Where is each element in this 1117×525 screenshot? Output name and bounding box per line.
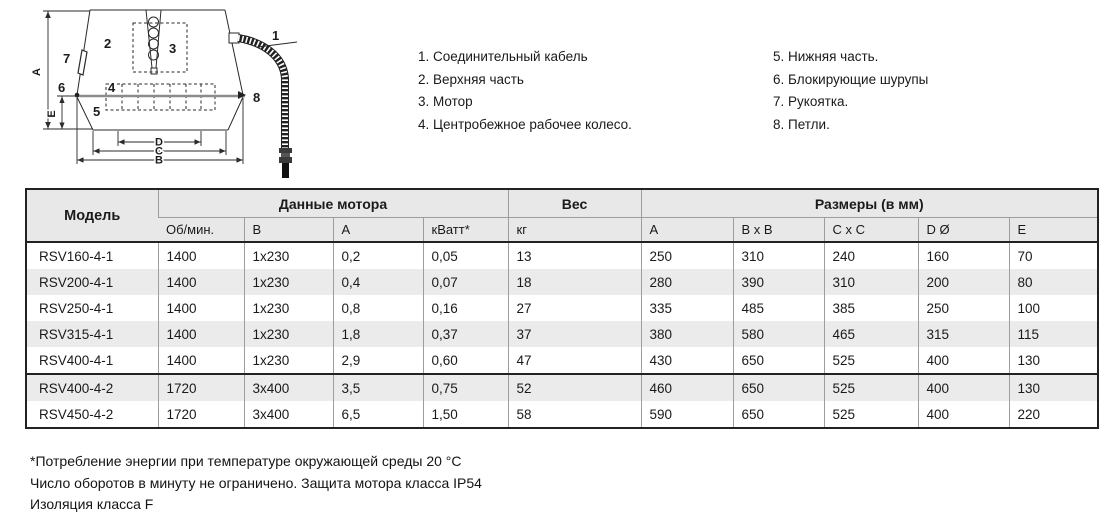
- value-cell: 485: [733, 295, 824, 321]
- value-cell: 13: [508, 242, 641, 269]
- column-header-rpm: Об/мин.: [158, 218, 244, 243]
- value-cell: 310: [824, 269, 918, 295]
- value-cell: 52: [508, 374, 641, 401]
- value-cell: 650: [733, 401, 824, 428]
- legend-item: 8. Петли.: [773, 116, 830, 132]
- fan-technical-drawing: [0, 0, 330, 185]
- callout-1: 1: [272, 28, 280, 43]
- column-header-amps: А: [333, 218, 423, 243]
- dim-label-b: B: [155, 154, 163, 167]
- value-cell: 1400: [158, 295, 244, 321]
- dim-label-d: D: [155, 136, 163, 149]
- dim-label-c: C: [155, 145, 163, 158]
- value-cell: 310: [733, 242, 824, 269]
- column-header-volts: В: [244, 218, 333, 243]
- value-cell: 335: [641, 295, 733, 321]
- value-cell: 1x230: [244, 321, 333, 347]
- value-cell: 0,75: [423, 374, 508, 401]
- value-cell: 27: [508, 295, 641, 321]
- value-cell: 430: [641, 347, 733, 374]
- value-cell: 380: [641, 321, 733, 347]
- table-body: [26, 242, 1098, 428]
- fan-diagram-svg: [0, 0, 330, 185]
- value-cell: 3x400: [244, 374, 333, 401]
- value-cell: 1400: [158, 321, 244, 347]
- column-group-dimensions: Размеры (в мм): [641, 189, 1098, 218]
- value-cell: 37: [508, 321, 641, 347]
- table-row: [26, 401, 1098, 428]
- callout-3: 3: [169, 41, 177, 56]
- value-cell: 6,5: [333, 401, 423, 428]
- parts-legend-right: [773, 46, 928, 136]
- value-cell: 0,07: [423, 269, 508, 295]
- table-row: [26, 269, 1098, 295]
- model-cell: RSV450-4-2: [39, 406, 114, 422]
- callout-4: 4: [108, 80, 116, 95]
- table-row: [26, 347, 1098, 374]
- column-header-dim-d: D Ø: [918, 218, 1009, 243]
- legend-item: 4. Центробежное рабочее колесо.: [418, 116, 632, 132]
- value-cell: 400: [918, 347, 1009, 374]
- value-cell: 1x230: [244, 269, 333, 295]
- table-row: [26, 295, 1098, 321]
- value-cell: 70: [1009, 242, 1098, 269]
- value-cell: 385: [824, 295, 918, 321]
- value-cell: 58: [508, 401, 641, 428]
- sub-header-row: [26, 218, 1098, 243]
- value-cell: 650: [733, 347, 824, 374]
- value-cell: 220: [1009, 401, 1098, 428]
- value-cell: 525: [824, 374, 918, 401]
- callout-6: 6: [58, 80, 66, 95]
- value-cell: 0,8: [333, 295, 423, 321]
- motor-drawing: [133, 10, 187, 74]
- value-cell: 240: [824, 242, 918, 269]
- value-cell: 47: [508, 347, 641, 374]
- model-cell: RSV400-4-1: [39, 352, 114, 368]
- value-cell: 1400: [158, 242, 244, 269]
- value-cell: 1720: [158, 374, 244, 401]
- dimension-b: [77, 98, 243, 167]
- value-cell: 250: [918, 295, 1009, 321]
- legend-item: 1. Соединительный кабель: [418, 49, 588, 64]
- column-header-dim-a: A: [641, 218, 733, 243]
- value-cell: 160: [918, 242, 1009, 269]
- spec-table: [25, 188, 1099, 429]
- value-cell: 400: [918, 374, 1009, 401]
- callout-8: 8: [253, 90, 261, 105]
- table-row: [26, 374, 1098, 401]
- legend-item: 3. Мотор: [418, 94, 473, 109]
- value-cell: 0,37: [423, 321, 508, 347]
- footnote-insulation: Изоляция класса F: [30, 496, 154, 512]
- value-cell: 80: [1009, 269, 1098, 295]
- column-header-kwatt: кВатт*: [423, 218, 508, 243]
- group-header-row: [26, 189, 1098, 218]
- value-cell: 460: [641, 374, 733, 401]
- value-cell: 0,2: [333, 242, 423, 269]
- model-cell: RSV160-4-1: [39, 248, 114, 264]
- value-cell: 1400: [158, 269, 244, 295]
- value-cell: 0,05: [423, 242, 508, 269]
- parts-legend-left: [418, 46, 632, 136]
- value-cell: 130: [1009, 374, 1098, 401]
- table-row: [26, 321, 1098, 347]
- legend-item: 2. Верхняя часть: [418, 71, 524, 87]
- value-cell: 1720: [158, 401, 244, 428]
- value-cell: 130: [1009, 347, 1098, 374]
- value-cell: 650: [733, 374, 824, 401]
- legend-item: 5. Нижняя часть.: [773, 49, 879, 64]
- callout-7: 7: [63, 51, 71, 66]
- locking-screw-marker: [75, 93, 80, 98]
- dim-label-e: E: [46, 110, 58, 118]
- model-cell: RSV200-4-1: [39, 274, 114, 290]
- value-cell: 115: [1009, 321, 1098, 347]
- value-cell: 1400: [158, 347, 244, 374]
- column-group-motor-data: Данные мотора: [158, 189, 508, 218]
- value-cell: 1x230: [244, 295, 333, 321]
- value-cell: 465: [824, 321, 918, 347]
- dim-label-a: A: [31, 68, 43, 76]
- model-cell: RSV315-4-1: [39, 326, 114, 342]
- value-cell: 400: [918, 401, 1009, 428]
- callout-5: 5: [93, 104, 101, 119]
- legend-item: 7. Рукоятка.: [773, 94, 849, 109]
- callout-2: 2: [104, 36, 112, 51]
- column-header-model: Модель: [26, 189, 158, 242]
- value-cell: 1x230: [244, 347, 333, 374]
- value-cell: 590: [641, 401, 733, 428]
- spec-table-head: [26, 189, 1098, 242]
- value-cell: 390: [733, 269, 824, 295]
- column-group-weight: Вес: [508, 189, 641, 218]
- handle-drawing: [78, 50, 87, 75]
- model-cell: RSV400-4-2: [39, 380, 114, 396]
- footnote-rpm-protection: Число оборотов в минуту не ограничено. Защита мотора класса IP54: [30, 474, 482, 491]
- value-cell: 100: [1009, 295, 1098, 321]
- column-header-dim-e: E: [1009, 218, 1098, 243]
- value-cell: 0,16: [423, 295, 508, 321]
- footnotes: [30, 451, 482, 516]
- value-cell: 3x400: [244, 401, 333, 428]
- value-cell: 0,4: [333, 269, 423, 295]
- value-cell: 18: [508, 269, 641, 295]
- value-cell: 3,5: [333, 374, 423, 401]
- value-cell: 315: [918, 321, 1009, 347]
- column-header-dim-b: B x B: [733, 218, 824, 243]
- dimension-e: [46, 96, 77, 129]
- value-cell: 1x230: [244, 242, 333, 269]
- value-cell: 250: [641, 242, 733, 269]
- model-cell: RSV250-4-1: [39, 300, 114, 316]
- value-cell: 1,8: [333, 321, 423, 347]
- value-cell: 525: [824, 347, 918, 374]
- footnote-energy: *Потребление энергии при температуре окружающей среды 20 °C: [30, 453, 462, 469]
- value-cell: 1,50: [423, 401, 508, 428]
- value-cell: 580: [733, 321, 824, 347]
- value-cell: 525: [824, 401, 918, 428]
- value-cell: 280: [641, 269, 733, 295]
- value-cell: 200: [918, 269, 1009, 295]
- value-cell: 0,60: [423, 347, 508, 374]
- column-header-dim-c: C x C: [824, 218, 918, 243]
- legend-item: 6. Блокирующие шурупы: [773, 71, 929, 87]
- value-cell: 2,9: [333, 347, 423, 374]
- column-header-kg: кг: [508, 218, 641, 243]
- table-row: [26, 242, 1098, 269]
- fan-body-outline: [77, 10, 243, 130]
